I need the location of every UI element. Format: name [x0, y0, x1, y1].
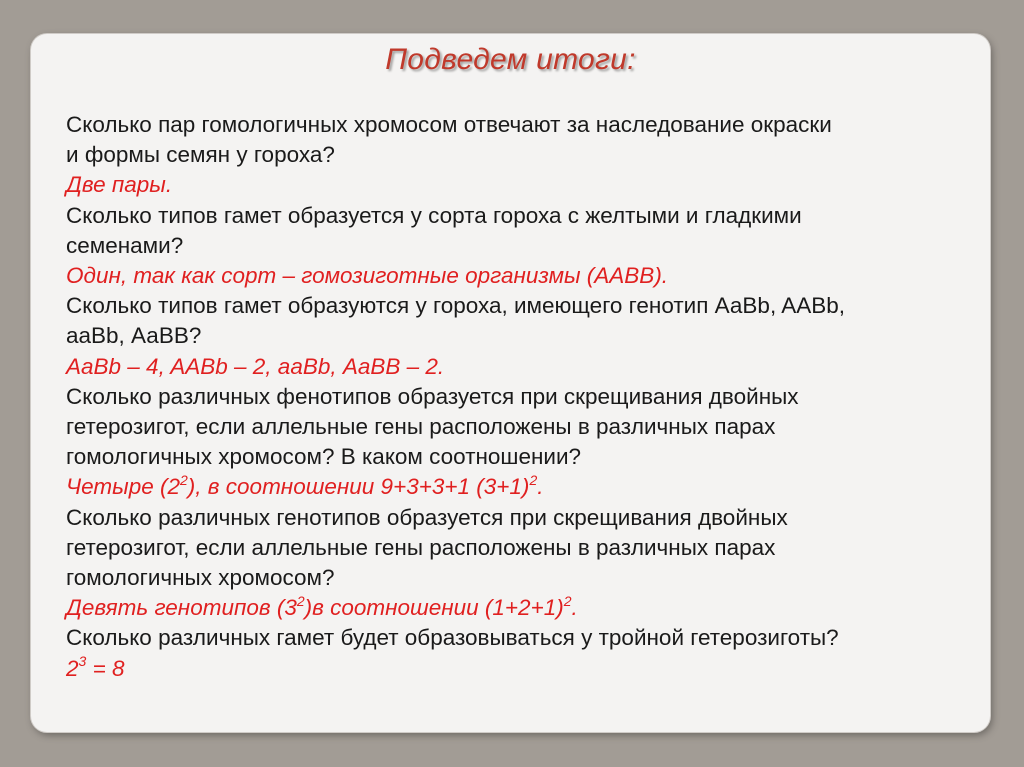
superscript: 3 — [78, 653, 87, 670]
answer-text: 2 — [66, 655, 79, 681]
answer-line — [66, 654, 966, 684]
answer-text: . — [537, 474, 544, 500]
question-line: Сколько типов гамет образуется у сорта гороха с желтыми и гладкими — [66, 202, 802, 228]
question-line: ааВb, АаВВ? — [66, 323, 202, 349]
superscript: 2 — [563, 592, 572, 609]
superscript: 2 — [180, 471, 188, 488]
question-line: гетерозигот, если аллельные гены расположены в различных парах — [66, 534, 776, 560]
superscript: 2 — [296, 592, 305, 609]
slide-title: Подведем итоги: — [385, 43, 636, 76]
answer-line: АаВb – 4, AABb – 2, ааВb, АаВВ – 2. — [66, 353, 445, 379]
answer-line — [66, 472, 966, 502]
question-line: Сколько различных генотипов образуется при скрещивания двойных — [66, 504, 788, 530]
question-line: гетерозигот, если аллельные гены расположены в различных парах — [66, 414, 776, 440]
question-line: Сколько типов гамет образуются у гороха, имеющего генотип АаВb, AABb, — [66, 293, 845, 319]
answer-text: ), в соотношении 9+3+3+1 (3+1) — [187, 474, 530, 500]
question-line: гомологичных хромосом? В каком соотношении? — [66, 444, 582, 470]
question-line: Сколько пар гомологичных хромосом отвечают за наследование окраски — [66, 112, 832, 137]
answer-text: Четыре (2 — [66, 474, 180, 500]
answer-line — [66, 593, 966, 623]
answer-line: Две пары. — [66, 172, 173, 198]
question-line: гомологичных хромосом? — [66, 565, 335, 591]
question-line: Сколько различных фенотипов образуется при скрещивания двойных — [66, 383, 799, 409]
superscript: 2 — [529, 471, 538, 488]
answer-text: . — [571, 595, 578, 621]
question-line: Сколько различных гамет будет образовываться у тройной гетерозиготы? — [66, 625, 839, 651]
slide-panel — [31, 34, 990, 732]
question-line: семенами? — [66, 232, 184, 258]
answer-text: Девять генотипов (3 — [66, 595, 297, 621]
answer-text: )в соотношении (1+2+1) — [304, 595, 564, 621]
answer-text: = 8 — [86, 655, 125, 681]
answer-line: Один, так как сорт – гомозиготные организмы (ААВВ). — [66, 263, 669, 289]
question-line: и формы семян у гороха? — [66, 142, 335, 168]
slide-content — [66, 110, 966, 684]
